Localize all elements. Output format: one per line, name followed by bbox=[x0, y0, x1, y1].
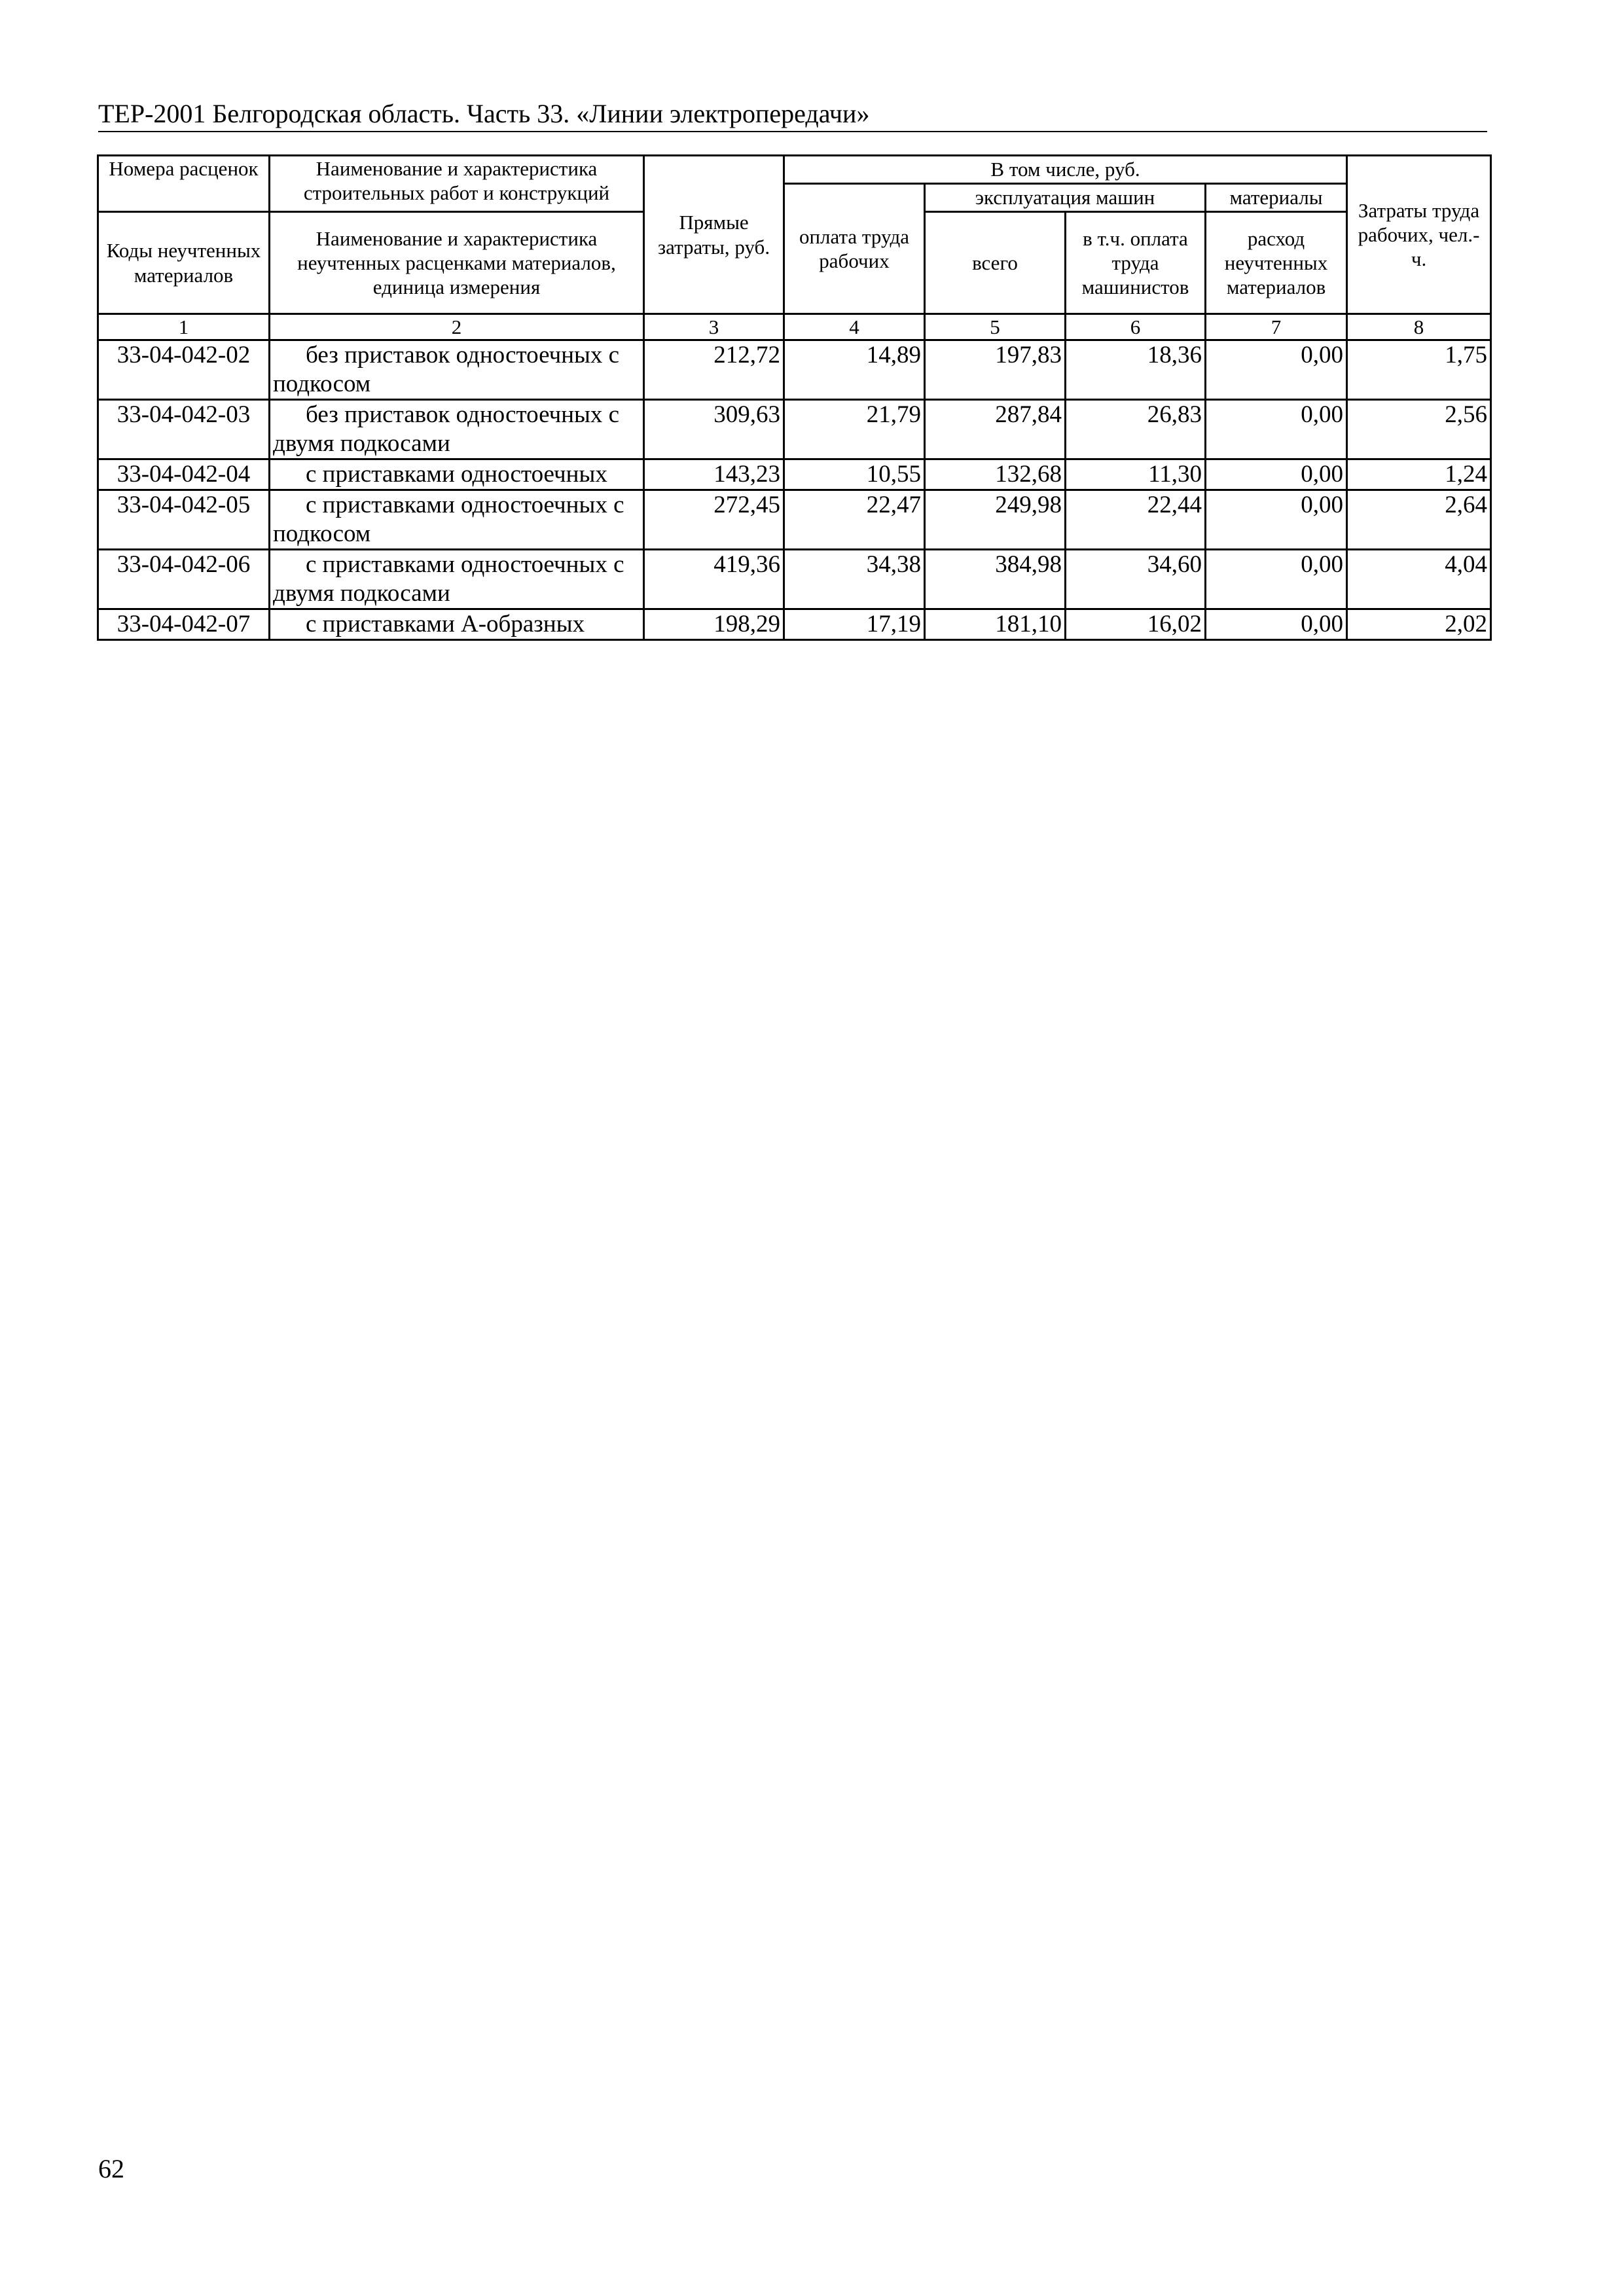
direct-costs-value: 198,29 bbox=[644, 609, 784, 640]
labor-costs-value: 2,64 bbox=[1347, 490, 1491, 550]
labor-costs-value: 2,02 bbox=[1347, 609, 1491, 640]
header-labor-costs: Затраты труда рабочих, чел.-ч. bbox=[1347, 156, 1491, 314]
page-number: 62 bbox=[98, 2154, 124, 2183]
document-title: ТЕР-2001 Белгородская область. Часть 33. «Линии электропередачи» bbox=[98, 99, 870, 128]
column-number: 2 bbox=[270, 314, 644, 340]
rate-code: 33-04-042-04 bbox=[98, 459, 270, 490]
labor-wages-value: 22,47 bbox=[784, 490, 925, 550]
labor-wages-value: 10,55 bbox=[784, 459, 925, 490]
header-machinist-wages: в т.ч. оплата труда машинистов bbox=[1066, 212, 1206, 314]
labor-costs-value: 2,56 bbox=[1347, 400, 1491, 459]
header-rate-numbers: Номера расценок bbox=[98, 156, 270, 212]
column-number: 1 bbox=[98, 314, 270, 340]
machines-total-value: 181,10 bbox=[925, 609, 1066, 640]
labor-costs-value: 1,75 bbox=[1347, 340, 1491, 400]
header-material-codes: Коды неучтенных материалов bbox=[98, 212, 270, 314]
direct-costs-value: 272,45 bbox=[644, 490, 784, 550]
materials-value: 0,00 bbox=[1206, 609, 1347, 640]
header-unaccounted-consumption: расход неучтенных материалов bbox=[1206, 212, 1347, 314]
table-body bbox=[98, 340, 1491, 640]
header-machines-total: всего bbox=[925, 212, 1066, 314]
machines-total-value: 249,98 bbox=[925, 490, 1066, 550]
table-header bbox=[98, 156, 1491, 340]
column-number: 4 bbox=[784, 314, 925, 340]
rate-code: 33-04-042-05 bbox=[98, 490, 270, 550]
table-row bbox=[98, 400, 1491, 459]
header-labor-wages: оплата труда рабочих bbox=[784, 184, 925, 314]
direct-costs-value: 143,23 bbox=[644, 459, 784, 490]
rate-code: 33-04-042-02 bbox=[98, 340, 270, 400]
page-header bbox=[98, 97, 1487, 132]
machinist-wages-value: 26,83 bbox=[1066, 400, 1206, 459]
machines-total-value: 197,83 bbox=[925, 340, 1066, 400]
labor-wages-value: 14,89 bbox=[784, 340, 925, 400]
direct-costs-value: 419,36 bbox=[644, 550, 784, 609]
machinist-wages-value: 16,02 bbox=[1066, 609, 1206, 640]
column-number: 6 bbox=[1066, 314, 1206, 340]
header-including: В том числе, руб. bbox=[784, 156, 1347, 184]
column-number: 8 bbox=[1347, 314, 1491, 340]
column-number: 3 bbox=[644, 314, 784, 340]
labor-wages-value: 17,19 bbox=[784, 609, 925, 640]
materials-value: 0,00 bbox=[1206, 490, 1347, 550]
labor-wages-value: 21,79 bbox=[784, 400, 925, 459]
table-row bbox=[98, 459, 1491, 490]
work-name: с приставками одностоечных с подкосом bbox=[270, 490, 644, 550]
header-direct-costs: Прямые затраты, руб. bbox=[644, 156, 784, 314]
header-unaccounted-names: Наименование и характеристика неучтенных расценками материалов, единица измерения bbox=[270, 212, 644, 314]
direct-costs-value: 309,63 bbox=[644, 400, 784, 459]
header-materials: материалы bbox=[1206, 184, 1347, 212]
machinist-wages-value: 34,60 bbox=[1066, 550, 1206, 609]
machines-total-value: 132,68 bbox=[925, 459, 1066, 490]
rate-code: 33-04-042-07 bbox=[98, 609, 270, 640]
machines-total-value: 287,84 bbox=[925, 400, 1066, 459]
table-row bbox=[98, 490, 1491, 550]
machines-total-value: 384,98 bbox=[925, 550, 1066, 609]
table-row bbox=[98, 340, 1491, 400]
labor-costs-value: 4,04 bbox=[1347, 550, 1491, 609]
labor-wages-value: 34,38 bbox=[784, 550, 925, 609]
column-number: 5 bbox=[925, 314, 1066, 340]
direct-costs-value: 212,72 bbox=[644, 340, 784, 400]
materials-value: 0,00 bbox=[1206, 340, 1347, 400]
table-row bbox=[98, 550, 1491, 609]
column-number: 7 bbox=[1206, 314, 1347, 340]
machinist-wages-value: 22,44 bbox=[1066, 490, 1206, 550]
work-name: с приставками одностоечных bbox=[270, 459, 644, 490]
machinist-wages-value: 18,36 bbox=[1066, 340, 1206, 400]
table-row bbox=[98, 609, 1491, 640]
work-name: без приставок одностоечных с подкосом bbox=[270, 340, 644, 400]
rates-table bbox=[97, 154, 1492, 641]
header-machine-operation: эксплуатация машин bbox=[925, 184, 1206, 212]
materials-value: 0,00 bbox=[1206, 400, 1347, 459]
rate-code: 33-04-042-06 bbox=[98, 550, 270, 609]
header-name-characteristics: Наименование и характеристика строительных работ и конструкций bbox=[270, 156, 644, 212]
materials-value: 0,00 bbox=[1206, 459, 1347, 490]
materials-value: 0,00 bbox=[1206, 550, 1347, 609]
machinist-wages-value: 11,30 bbox=[1066, 459, 1206, 490]
rate-code: 33-04-042-03 bbox=[98, 400, 270, 459]
work-name: с приставками А-образных bbox=[270, 609, 644, 640]
work-name: без приставок одностоечных с двумя подкосами bbox=[270, 400, 644, 459]
work-name: с приставками одностоечных с двумя подкосами bbox=[270, 550, 644, 609]
labor-costs-value: 1,24 bbox=[1347, 459, 1491, 490]
